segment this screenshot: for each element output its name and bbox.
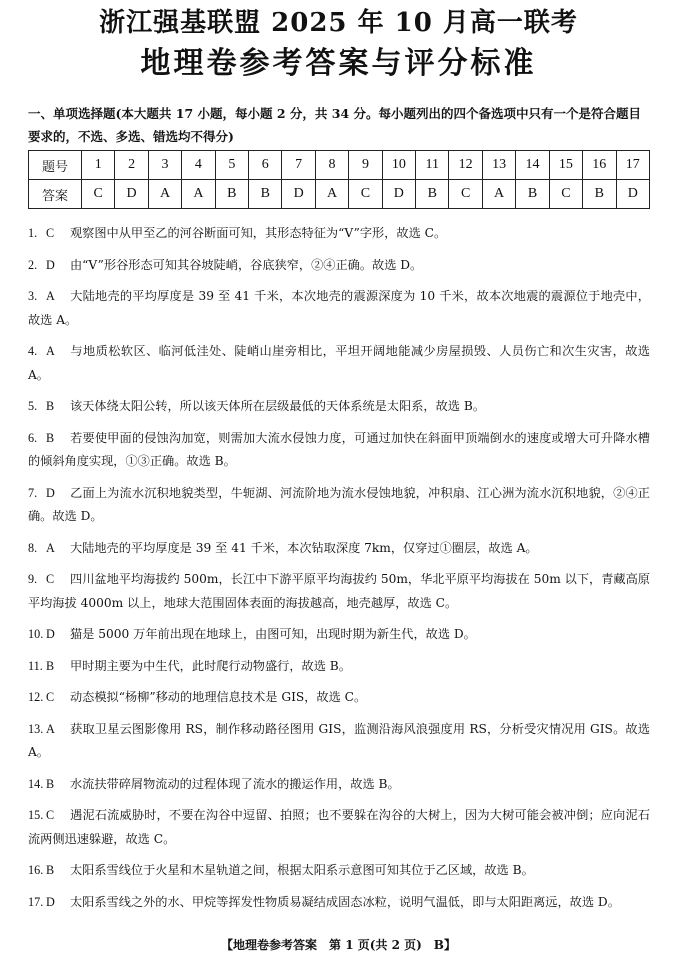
- explanation-number: 2.: [28, 257, 38, 272]
- explanation-item: [28, 537, 650, 561]
- explanation-item: [28, 254, 650, 278]
- explanation-number: 12.: [28, 690, 44, 704]
- explanation-text: 若要使甲面的侵蚀沟加宽，则需加大流水侵蚀力度，可通过加快在斜面甲顶端倒水的速度或增大可升降水槽的倾斜角度实现，①③正确。故选 B。: [28, 430, 650, 468]
- explanation-number: 13.: [28, 721, 44, 736]
- explanation-text: 该天体绕太阳公转，所以该天体所在层级最低的天体系统是太阳系，故选 B。: [70, 399, 486, 413]
- explanation-item: [28, 655, 650, 679]
- answer-cell: B: [416, 180, 449, 209]
- answer-table: [28, 150, 650, 209]
- answer-table-answer-row: [29, 180, 650, 209]
- explanation-number: 7.: [28, 485, 38, 500]
- question-number-cell: 3: [148, 151, 181, 180]
- explanation-answer-key: C: [46, 572, 55, 586]
- explanation-text: 四川盆地平均海拔约 500m，长江中下游平原平均海拔约 50m，华北平原平均海拔在 50m 以下，青藏高原平均海拔 4000m 以上，地球大范围固体表面的海拔越高，地壳越厚，故选 C。: [28, 572, 650, 610]
- explanation-answer-key: D: [46, 627, 55, 641]
- question-number-cell: 8: [315, 151, 348, 180]
- explanation-text: 动态模拟“杨柳”移动的地理信息技术是 GIS，故选 C。: [70, 690, 367, 704]
- number-row-label: 题号: [29, 151, 82, 180]
- question-number-cell: 15: [549, 151, 582, 180]
- question-number-cell: 1: [82, 151, 115, 180]
- question-number-cell: 4: [182, 151, 215, 180]
- explanation-text: 观察图中从甲至乙的河谷断面可知，其形态特征为“V”字形，故选 C。: [70, 226, 447, 240]
- explanation-item: [28, 859, 650, 883]
- question-number-cell: 5: [215, 151, 248, 180]
- explanation-answer-key: A: [46, 721, 55, 736]
- answer-cell: B: [583, 180, 616, 209]
- answer-cell: C: [82, 180, 115, 209]
- explanation-number: 5.: [28, 399, 38, 413]
- section-heading: 一、单项选择题(本大题共 17 小题，每小题 2 分，共 34 分。每小题列出的四个备选项中只有一个是符合题目要求的，不选、多选、错选均不得分): [28, 106, 642, 144]
- answer-cell: A: [482, 180, 515, 209]
- answer-cell: A: [182, 180, 215, 209]
- question-number-cell: 10: [382, 151, 415, 180]
- explanation-answer-key: C: [46, 808, 55, 822]
- question-number-cell: 12: [449, 151, 482, 180]
- explanation-text: 遇泥石流威胁时，不要在沟谷中逗留、拍照；也不要躲在沟谷的大树上，因为大树可能会被冲倒；应向泥石流两侧迅速躲避，故选 C。: [28, 808, 650, 846]
- explanation-item: [28, 773, 650, 797]
- answer-table-number-row: [29, 151, 650, 180]
- explanation-text: 大陆地壳的平均厚度是 39 至 41 千米，本次地壳的震源深度为 10 千米，故本次地震的震源位于地壳中，故选 A。: [28, 289, 650, 327]
- explanation-text: 水流扶带碎屑物流动的过程体现了流水的搬运作用，故选 B。: [70, 776, 400, 791]
- answer-cell: B: [249, 180, 282, 209]
- answer-cell: B: [215, 180, 248, 209]
- explanation-answer-key: A: [46, 540, 55, 555]
- answer-cell: D: [616, 180, 650, 209]
- explanation-answer-key: C: [46, 690, 55, 704]
- explanation-answer-key: C: [46, 226, 55, 240]
- question-number-cell: 11: [416, 151, 449, 180]
- explanation-number: 14.: [28, 776, 44, 791]
- explanation-item: [28, 427, 650, 474]
- explanation-item: [28, 623, 650, 647]
- explanation-text: 大陆地壳的平均厚度是 39 至 41 千米，本次钻取深度 7km，仅穿过①圈层，故选 A。: [70, 540, 538, 555]
- answer-cell: A: [315, 180, 348, 209]
- question-number-cell: 9: [349, 151, 382, 180]
- explanation-answer-key: B: [46, 776, 55, 791]
- explanation-answer-key: A: [46, 289, 55, 303]
- answer-cell: A: [148, 180, 181, 209]
- answer-cell: C: [349, 180, 382, 209]
- explanation-answer-key: B: [46, 430, 55, 445]
- explanation-number: 10.: [28, 627, 44, 641]
- explanation-answer-key: A: [46, 344, 55, 358]
- question-number-cell: 16: [583, 151, 616, 180]
- answer-cell: C: [549, 180, 582, 209]
- question-number-cell: 2: [115, 151, 148, 180]
- explanation-text: 甲时期主要为中生代，此时爬行动物盛行，故选 B。: [70, 658, 351, 673]
- explanation-item: [28, 891, 650, 915]
- explanation-text: 与地质松软区、临河低洼处、陡峭山崖旁相比，平坦开阔地能减少房屋损毁、人员伤亡和次生灾害，故选 A。: [28, 344, 650, 382]
- question-number-cell: 14: [516, 151, 549, 180]
- answer-cell: D: [115, 180, 148, 209]
- question-number-cell: 7: [282, 151, 315, 180]
- question-number-cell: 13: [482, 151, 515, 180]
- explanation-number: 9.: [28, 572, 38, 586]
- answer-cell: B: [516, 180, 549, 209]
- explanation-item: [28, 285, 650, 332]
- explanation-text: 猫是 5000 万年前出现在地球上，由图可知，出现时期为新生代，故选 D。: [70, 627, 476, 641]
- explanation-answer-key: B: [46, 863, 55, 877]
- explanation-item: [28, 340, 650, 387]
- explanation-item: [28, 482, 650, 529]
- explanation-number: 8.: [28, 540, 38, 555]
- explanation-number: 17.: [28, 894, 44, 909]
- explanation-text: 乙面上为流水沉积地貌类型，牛轭湖、河流阶地为流水侵蚀地貌，冲积扇、江心洲为流水沉积地貌，②④正确。故选 D。: [28, 485, 650, 523]
- explanation-number: 4.: [28, 344, 38, 358]
- explanation-text: 由“V”形谷形态可知其谷坡陡峭，谷底狭窄，②④正确。故选 D。: [70, 257, 423, 272]
- answer-cell: D: [282, 180, 315, 209]
- explanation-answer-key: B: [46, 658, 55, 673]
- explanation-number: 3.: [28, 289, 38, 303]
- explanation-item: [28, 804, 650, 851]
- explanation-item: [28, 718, 650, 765]
- explanation-text: 获取卫星云图影像用 RS，制作移动路径图用 GIS，监测沿海风浪强度用 RS，分析受灾情况用 GIS。故选 A。: [28, 721, 650, 759]
- explanation-item: [28, 686, 650, 710]
- exam-title: 浙江强基联盟 2025 年 10 月高一联考: [99, 8, 578, 38]
- explanation-number: 11.: [28, 658, 43, 673]
- explanation-answer-key: D: [46, 485, 55, 500]
- explanation-number: 6.: [28, 430, 38, 445]
- explanation-text: 太阳系雪线位于火星和木星轨道之间，根据太阳系示意图可知其位于乙区域，故选 B。: [70, 863, 534, 877]
- answer-cell: D: [382, 180, 415, 209]
- page-footer: 【地理卷参考答案 第 1 页(共 2 页) B】: [221, 938, 456, 952]
- answer-cell: C: [449, 180, 482, 209]
- question-number-cell: 17: [616, 151, 650, 180]
- explanation-number: 1.: [28, 226, 38, 240]
- document-title: 地理卷参考答案与评分标准: [140, 46, 537, 81]
- explanation-number: 16.: [28, 863, 44, 877]
- explanation-answer-key: B: [46, 399, 55, 413]
- answer-row-label: 答案: [29, 180, 82, 209]
- question-number-cell: 6: [249, 151, 282, 180]
- explanation-text: 太阳系雪线之外的水、甲烷等挥发性物质易凝结成固态冰粒，说明气温低，即与太阳距离远，故选 D。: [70, 894, 620, 909]
- explanation-number: 15.: [28, 808, 44, 822]
- explanation-item: [28, 568, 650, 615]
- explanation-item: [28, 395, 650, 419]
- explanation-list: [28, 222, 650, 922]
- explanation-item: [28, 222, 650, 246]
- explanation-answer-key: D: [46, 894, 55, 909]
- explanation-answer-key: D: [46, 257, 55, 272]
